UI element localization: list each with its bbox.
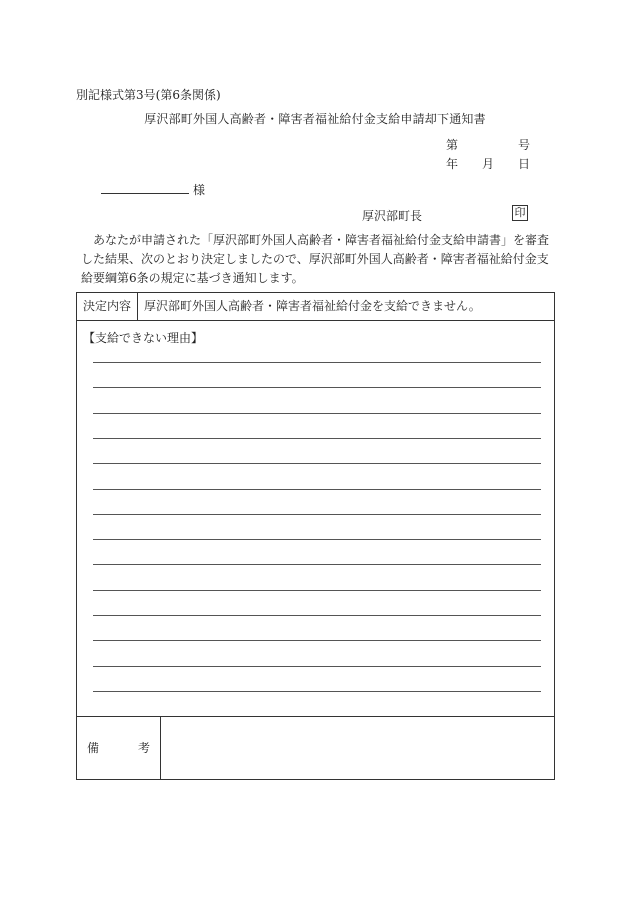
body-line: あなたが申請された「厚沢部町外国人高齢者・障害者福祉給付金支給申請書」を審査 (81, 233, 550, 247)
number-prefix: 第 (446, 138, 459, 152)
reason-writing-line (93, 590, 541, 591)
reason-writing-line (93, 514, 541, 515)
seal-mark: 印 (512, 205, 528, 221)
issuer-name: 厚沢部町長 (362, 209, 423, 223)
number-suffix: 号 (517, 138, 530, 152)
reason-writing-line (93, 539, 541, 540)
addressee-honorific: 様 (193, 183, 206, 197)
body-line: した結果、次のとおり決定しましたので、厚沢部町外国人高齢者・障害者福祉給付金支 (81, 252, 549, 266)
document-date (446, 155, 530, 172)
decision-table (76, 292, 555, 780)
date-year: 年 (446, 157, 459, 171)
reason-writing-line (93, 387, 541, 388)
reason-writing-line (93, 564, 541, 565)
decision-value: 厚沢部町外国人高齢者・障害者福祉給付金を支給できません。 (144, 299, 481, 313)
reason-writing-line (93, 413, 541, 414)
date-day: 日 (517, 157, 530, 171)
remarks-row (77, 716, 554, 779)
form-label: 別記様式第3号(第6条関係) (76, 88, 221, 102)
remarks-label (77, 716, 161, 779)
remarks-label-char: 備 (87, 741, 100, 755)
remarks-label-char: 考 (137, 741, 150, 755)
reason-writing-line (93, 640, 541, 641)
addressee-blank-line (101, 193, 189, 194)
reason-writing-line (93, 489, 541, 490)
reason-writing-line (93, 691, 541, 692)
reason-writing-line (93, 615, 541, 616)
reason-writing-line (93, 362, 541, 363)
document-number (446, 136, 530, 153)
reason-writing-line (93, 438, 541, 439)
decision-label: 決定内容 (77, 293, 138, 320)
reason-writing-line (93, 463, 541, 464)
decision-row (77, 293, 554, 321)
reason-label: 【支給できない理由】 (83, 331, 204, 345)
notice-body (81, 231, 551, 288)
reason-writing-line (93, 666, 541, 667)
body-line: 給要綱第6条の規定に基づき通知します。 (81, 271, 304, 285)
document-title: 厚沢部町外国人高齢者・障害者福祉給付金支給申請却下通知書 (144, 112, 486, 126)
reason-row (77, 320, 554, 717)
date-month: 月 (481, 157, 494, 171)
